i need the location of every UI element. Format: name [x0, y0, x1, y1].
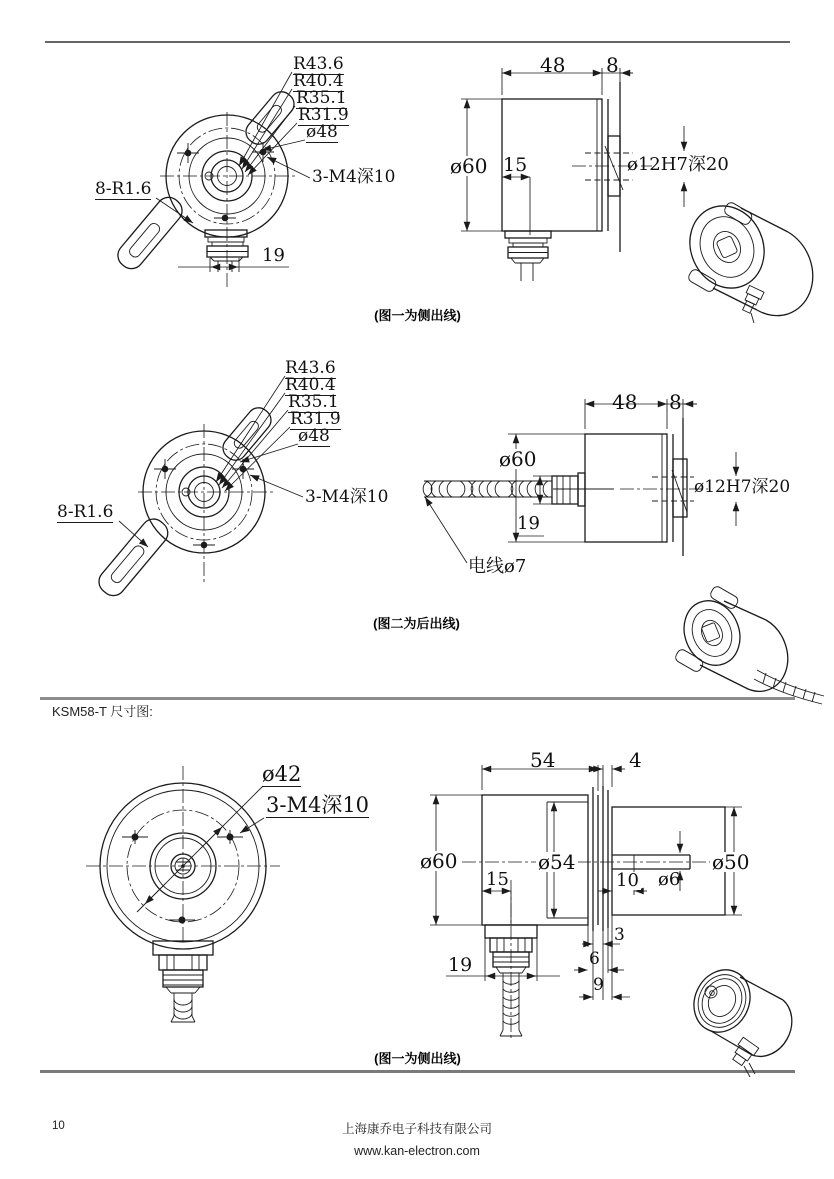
fig1-screw-spec-label: 3-M4深10 — [312, 167, 396, 187]
fig3-plate-dim: 4 — [629, 748, 642, 772]
fig2-fillet-label: 8-R1.6 — [57, 502, 114, 522]
figure2-caption: (图二为后出线) — [373, 616, 460, 631]
gland-3d — [739, 285, 764, 314]
fig1-gland-width-dim: 19 — [262, 245, 285, 266]
fig1-radius-label-4: R31.9 — [298, 105, 349, 125]
figure2-side-view — [423, 399, 736, 563]
fig1-flange-dim: 8 — [606, 53, 619, 77]
fig2-cable-label: 电线ø7 — [468, 556, 527, 577]
fig2-radius-label-1: R43.6 — [285, 358, 336, 378]
fig2-gland-width-dim: 19 — [517, 513, 540, 534]
section-title: KSM58-T 尺寸图: — [52, 704, 153, 719]
fig3-shaft-diameter-dim: ø6 — [658, 869, 681, 890]
fig3-shaft-length-dim: 10 — [616, 870, 639, 891]
fig2-flange-dim: 8 — [669, 390, 682, 414]
fig1-shaft-bore-label: ø12H7深20 — [627, 154, 729, 175]
coiled-cable — [423, 481, 552, 497]
figure3-side-view — [430, 765, 745, 1040]
footer-company: 上海康乔电子科技有限公司 — [341, 1122, 492, 1136]
fig2-shaft-bore-label: ø12H7深20 — [694, 477, 791, 497]
figure2-3d-view — [674, 585, 824, 704]
fig3-body-diameter-dim: ø60 — [420, 849, 458, 873]
cable-gland-side — [505, 231, 551, 281]
fig2-body-diameter-dim: ø60 — [499, 447, 537, 471]
fig2-body-length-dim: 48 — [612, 390, 638, 414]
fig3-rear-diameter-dim: ø50 — [712, 850, 750, 874]
fig2-screw-spec-label: 3-M4深10 — [305, 487, 389, 507]
rear-cable-3d — [754, 670, 824, 704]
fig1-fillet-label: 8-R1.6 — [95, 179, 152, 199]
gland-3d — [729, 1037, 758, 1068]
fig1-body-diameter-dim: ø60 — [450, 154, 488, 178]
figure3-front-view — [86, 766, 280, 1022]
cable-gland-rear — [552, 473, 585, 506]
footer-website: www.kan-electron.com — [354, 1144, 480, 1158]
fig1-gland-offset-dim: 15 — [503, 154, 528, 176]
fig3-inner-diameter-dim: ø54 — [538, 850, 576, 874]
fig3-thickness-6-dim: 6 — [589, 949, 600, 969]
figure1-3d-view — [677, 194, 813, 323]
cable-gland — [153, 941, 213, 1022]
fig1-radius-label-3: R35.1 — [296, 88, 347, 108]
figure1-caption: (图一为侧出线) — [374, 308, 461, 323]
fig1-radius-label-1: R43.6 — [293, 54, 344, 74]
fig2-radius-label-2: R40.4 — [285, 375, 336, 395]
fig3-gland-width-dim: 19 — [448, 954, 473, 976]
cable-gland — [205, 230, 248, 272]
fig2-radius-label-4: R31.9 — [290, 409, 341, 429]
fig2-diameter-48-label: ø48 — [298, 426, 330, 446]
fig3-gland-offset-dim: 15 — [486, 869, 509, 890]
clamp-tab-lower — [113, 192, 187, 273]
figure2-front-view — [94, 376, 303, 600]
fig1-radius-label-2: R40.4 — [293, 71, 344, 91]
screw-holes — [177, 142, 274, 221]
fig3-body-length-dim: 54 — [530, 748, 556, 772]
fig1-body-length-dim: 48 — [540, 53, 566, 77]
page-number: 10 — [52, 1120, 65, 1132]
fig3-screw-spec-label: 3-M4深10 — [266, 793, 370, 817]
clamp-tab-lower — [94, 514, 173, 600]
fig3-thickness-3-dim: 3 — [614, 925, 625, 945]
fig3-diameter-42-label: ø42 — [262, 762, 302, 786]
fig3-thickness-9-dim: 9 — [593, 975, 604, 995]
fig1-diameter-48-label: ø48 — [306, 122, 338, 142]
figure3-3d-view — [684, 960, 792, 1077]
fig2-radius-label-3: R35.1 — [288, 392, 339, 412]
figure3-caption: (图一为侧出线) — [374, 1051, 461, 1066]
